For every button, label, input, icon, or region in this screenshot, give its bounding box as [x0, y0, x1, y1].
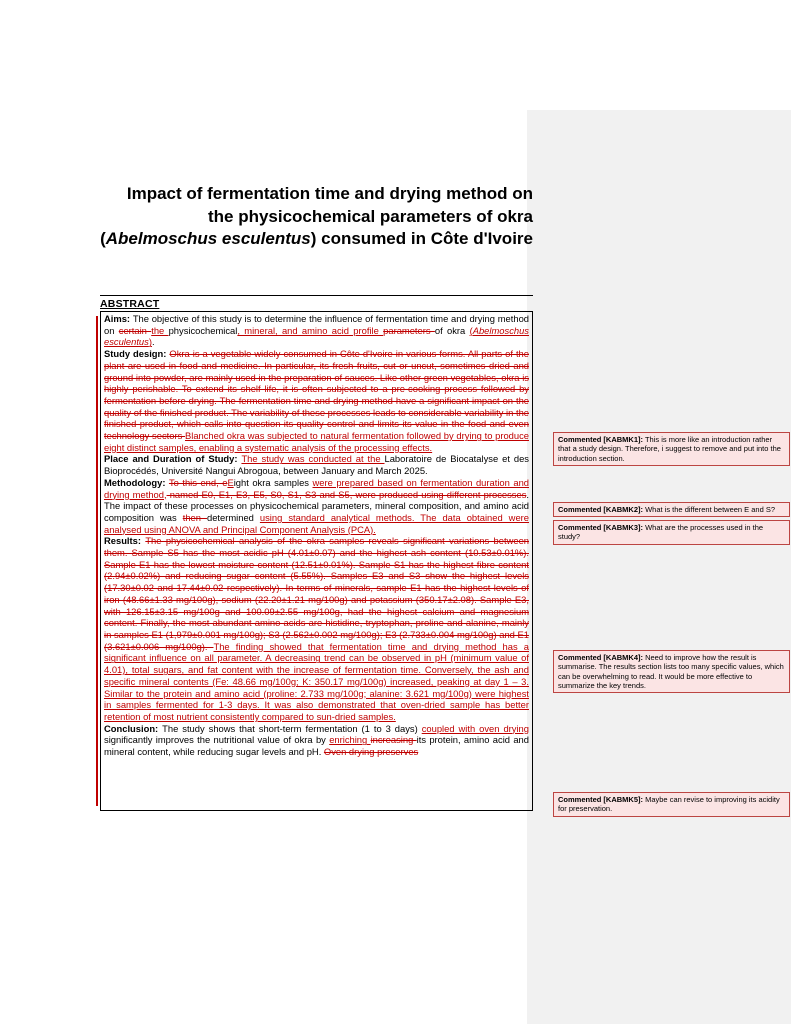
comment-text: This is more like an introduction rather that a study design. Therefore, i suggest to remove and put into the introduction section.: [558, 435, 781, 463]
text-run: enriching: [329, 734, 371, 746]
text-run: of okra: [434, 324, 470, 336]
text-run: Abelmoschus esculentus: [104, 324, 529, 348]
abstract-text-box[interactable]: [100, 311, 533, 811]
comment-label: Commented [KABMK4]:: [558, 653, 643, 662]
paragraph-results: [104, 535, 529, 722]
text-run: the: [151, 324, 169, 336]
comment-text: Need to improve how the result is summarise. The results section lists too many specific values, which can be overwhelming to read. It would be more effective to summarize the key trends.: [558, 653, 784, 690]
comment-label: Commented [KABMK5]:: [558, 795, 643, 804]
text-run: then: [182, 511, 207, 523]
comment-label: Commented [KABMK1]:: [558, 435, 643, 444]
text-run: were prepared based on fermentation duration and drying method,: [104, 476, 529, 500]
text-run: (: [469, 324, 473, 336]
text-run: The study shows that short-term fermentation (1 to 3 days): [162, 722, 422, 734]
text-run: The objective of this study is to determine the influence of fermentation time and drying method on: [104, 313, 530, 336]
comment-label: Commented [KABMK2]:: [558, 505, 643, 514]
text-run: .: [429, 441, 433, 453]
comment-kabmk2[interactable]: [553, 502, 790, 517]
text-run: increasing: [370, 734, 417, 746]
comment-label: Commented [KABMK3]:: [558, 523, 643, 532]
paragraph-conclusion: [104, 723, 529, 758]
comment-kabmk1[interactable]: [553, 432, 790, 466]
text-run: certain: [118, 324, 152, 336]
text-run: Study design:: [104, 348, 170, 360]
text-run: Oven drying preserves: [323, 746, 419, 758]
text-run: parameters: [383, 324, 435, 336]
text-run: Results:: [104, 535, 146, 547]
paper-title: [100, 183, 533, 251]
comment-kabmk5[interactable]: [553, 792, 790, 817]
text-run: Impact of fermentation time and drying method on the physicochemical parameters of okra (: [100, 184, 533, 248]
comment-text: What is the different between E and S?: [645, 505, 776, 514]
text-run: ight okra samples: [233, 476, 313, 488]
text-run: ): [148, 336, 152, 348]
comment-margin-pane: [527, 110, 791, 1024]
text-run: Methodology:: [104, 476, 169, 488]
text-run: physicochemical: [168, 324, 238, 336]
comment-text: What are the processes used in the study?: [558, 523, 764, 542]
text-run: named E0, E1, E3, E5, S0, S1, S3 and S5, were produced using different processes: [166, 488, 527, 500]
text-run: significantly improves the nutritional value of okra by: [104, 734, 330, 746]
text-run: The study was conducted at the: [241, 453, 385, 465]
text-run: .: [151, 336, 155, 348]
text-run: its protein, amino acid and mineral content, while reducing sugar levels and pH.: [104, 734, 529, 758]
text-run: Aims:: [104, 313, 133, 324]
paragraph-study-design: [104, 348, 529, 453]
text-run: To this end, e: [168, 476, 228, 488]
text-run: ) consumed in Côte d'Ivoire: [310, 229, 533, 248]
text-run: using standard analytical methods. The data obtained were analysed using ANOVA and Principal Component Analysis (PCA).: [104, 511, 530, 535]
paragraph-methodology: [104, 477, 529, 536]
text-run: coupled with oven drying: [421, 722, 529, 734]
comment-kabmk4[interactable]: [553, 650, 790, 693]
text-run: The finding showed that fermentation time and drying method has a significant influence on all parameter. A decreasing trend can be observed in pH (minimum value of 4.01), total sugars, and fat content with the increase of fermentation time. Conversely, the ash and specific mineral contents (Fe: 48.66 mg/100g; K: 350.17 mg/100g) increased, peaking at day 1 – 3. Similar to the protein and amino acid (proline: 2.733 mg/100g; alanine: 3.621 mg/100g) were highest in samples fermented for 1-3 days. It was also demonstrated that oven-dried sample has better retention of most nutrient consistently compared to sun-dried samples.: [104, 640, 529, 722]
tracked-changes-bar: [96, 316, 98, 806]
comment-kabmk3[interactable]: [553, 520, 790, 545]
paragraph-aims: [104, 313, 529, 348]
text-run: Place and Duration of Study:: [104, 453, 242, 465]
text-run: . The impact of these processes on physicochemical parameters, mineral composition, and amino acid composition was: [104, 488, 529, 523]
text-run: , mineral, and amino acid profile: [237, 324, 384, 336]
text-run: Okra is a vegetable widely consumed in Côte d'Ivoire in various forms. All parts of the plant are used in food and medicine. In particular, its fresh fruits, cut or uncut, sometimes dried and ground into powder, are mainly used in the preparation of sauces. Like other green vegetables, okra is highly perishable. To extend its shelf life, it is often subjected to a pre-cooking process followed by fermentation before drying. The fermentation time and drying method have a significant impact on the quality of the finished product. The variability of these processes leads to considerable variability in the finished product, which calls into question its quality control and limits its value in the food and even technology sectors: [104, 348, 529, 442]
abstract-heading-label: ABSTRACT: [100, 298, 160, 310]
text-run: Laboratoire de Biocatalyse et des Bioprocédés, Université Nangui Abrogoua, between January and March 2025.: [104, 453, 529, 477]
paragraph-place-duration: [104, 453, 529, 476]
comment-text: Maybe can revise to improving its acidity for preservation.: [558, 795, 780, 814]
text-run: E: [227, 476, 234, 488]
text-run: Abelmoschus esculentus: [105, 229, 311, 248]
abstract-heading: [100, 295, 533, 310]
text-run: The physicochemical analysis of the okra samples reveals significant variations between them. Sample S5 has the most acidic pH (4.01±0.07) and the highest ash content (10.53±0.01%). Sample E1 has the lowest moisture content (12.51±0.01%). Sample S1 has the highest fibre content (2.94±0.02%) and reducing sugar content (5.55%). Samples E3 and S3 show the highest levels (17.30±0.02 and 17.44±0.02 respectively). In terms of minerals, sample E1 has the highest levels of iron (48.66±1.33 mg/100g), sodium (22.20±1.21 mg/100g) and potassium (350.17±2.08). Sample E3, with 126.15±3.15 mg/100g and 100.09±2.55 mg/100g, had the highest calcium and magnesium content. Finally, the most abundant amino acids are histidine, tryptophan, proline and alanine, mainly in samples E1 (1,979±0.001 mg/100g); S3 (2.562±0.002 mg/100g); E3 (2.733±0.004 mg/100g) and E1 (3.621±0.006 mg/100g).: [104, 535, 529, 652]
text-run: determined: [206, 511, 260, 523]
text-run: Blanched okra was subjected to natural fermentation followed by drying to produce eight distinct samples, enabling a systematic analysis of the processing effects: [104, 430, 529, 453]
text-run: Conclusion:: [104, 722, 163, 734]
